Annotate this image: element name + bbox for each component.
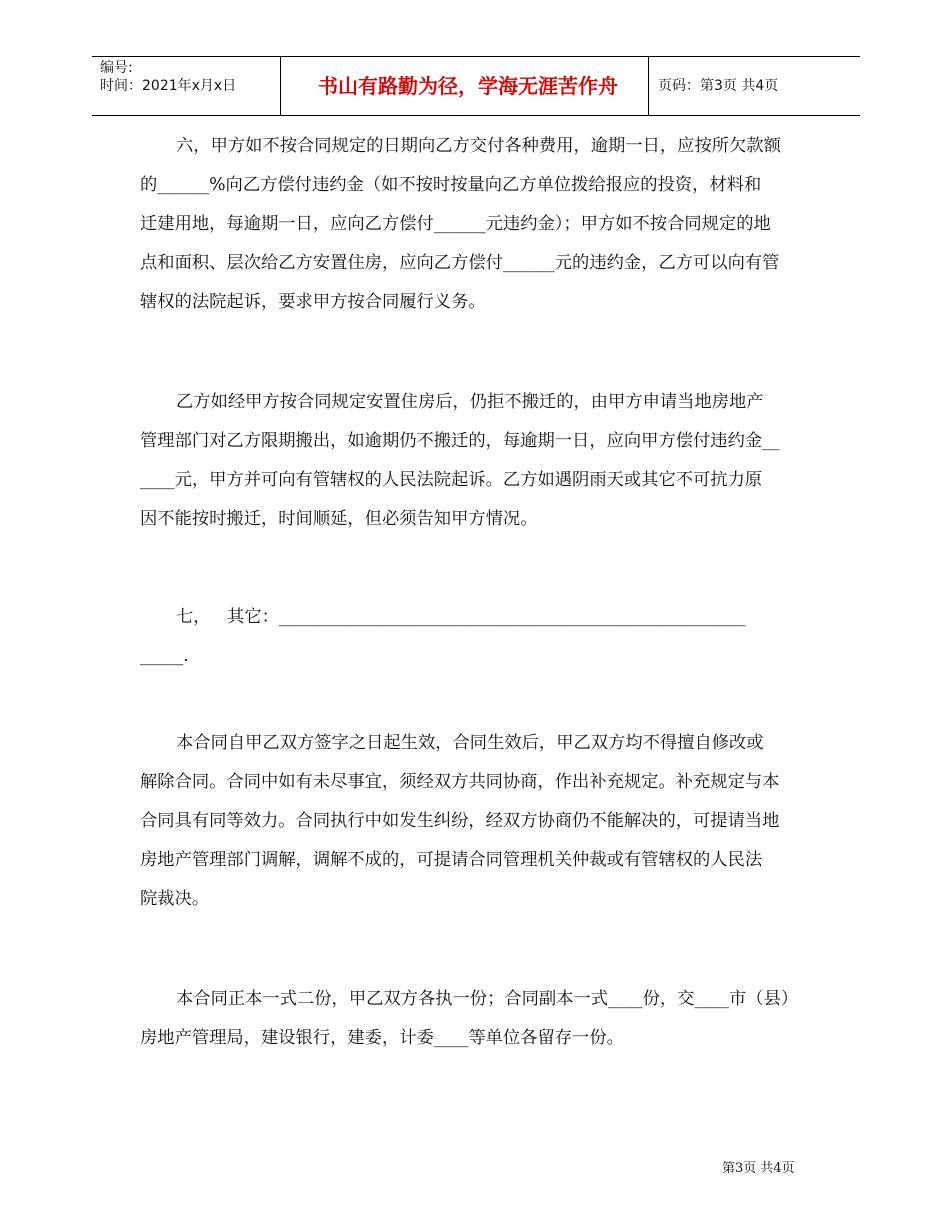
paragraph-line: 的______%向乙方偿付违约金（如不按时按量向乙方单位拨给报应的投资，材料和: [140, 175, 762, 195]
paragraph-line: 院裁决。: [140, 889, 210, 909]
paragraph-line: 七， 其它：______________________________________________________: [176, 607, 746, 627]
paragraph-line: 因不能按时搬迁，时间顺延，但必须告知甲方情况。: [140, 509, 538, 529]
header-page-info: 页码：第3页 共4页: [658, 78, 779, 94]
paragraph-line: 本合同自甲乙双方签字之日起生效，合同生效后，甲乙双方均不得擅自修改或: [176, 733, 764, 753]
paragraph-line: 解除合同。合同中如有未尽事宜，须经双方共同协商，作出补充规定。补充规定与本: [140, 772, 780, 792]
page-header: [92, 56, 860, 116]
paragraph-penalty-party-a: [140, 127, 812, 322]
paragraph-line: 迁建用地，每逾期一日，应向乙方偿付______元违约金）；甲方如不按合同规定的地: [140, 214, 771, 234]
paragraph-line: 合同具有同等效力。合同执行中如发生纠纷，经双方协商仍不能解决的，可提请当地: [140, 811, 780, 831]
paragraph-other: [140, 598, 812, 676]
paragraph-line: 管理部门对乙方限期搬出，如逾期仍不搬迁的，每逾期一日，应向甲方偿付违约金__: [140, 431, 780, 451]
paragraph-line: 辖权的法院起诉，要求甲方按合同履行义务。: [140, 292, 486, 312]
header-time-label: 时间：2021年x月x日: [100, 78, 237, 94]
paragraph-copies: [140, 980, 812, 1058]
header-meta: [100, 57, 280, 115]
header-motto: 书山有路勤为径，学海无涯苦作舟: [318, 74, 618, 98]
paragraph-line: ____元，甲方并可向有管辖权的人民法院起诉。乙方如遇阴雨天或其它不可抗力原: [140, 470, 763, 490]
paragraph-line: 六，甲方如不按合同规定的日期向乙方交付各种费用，逾期一日，应按所欠款额: [176, 136, 781, 156]
paragraph-effectiveness: [140, 724, 812, 919]
header-number-label: 编号:: [100, 60, 133, 76]
paragraph-line: 点和面积、层次给乙方安置住房，应向乙方偿付______元的违约金，乙方可以向有管: [140, 253, 780, 273]
header-divider: [648, 57, 649, 115]
page-footer: 第3页 共4页: [722, 1161, 795, 1176]
header-divider: [280, 57, 281, 115]
paragraph-penalty-party-b: [140, 383, 812, 539]
paragraph-line: _____.: [140, 646, 189, 666]
paragraph-line: 房地产管理部门调解，调解不成的，可提请合同管理机关仲裁或有管辖权的人民法: [140, 850, 763, 870]
paragraph-line: 乙方如经甲方按合同规定安置住房后，仍拒不搬迁的，由甲方申请当地房地产: [176, 392, 764, 412]
paragraph-line: 本合同正本一式二份，甲乙双方各执一份；合同副本一式____份，交____市（县）: [176, 989, 799, 1009]
paragraph-line: 房地产管理局，建设银行，建委，计委____等单位各留存一份。: [140, 1028, 624, 1048]
